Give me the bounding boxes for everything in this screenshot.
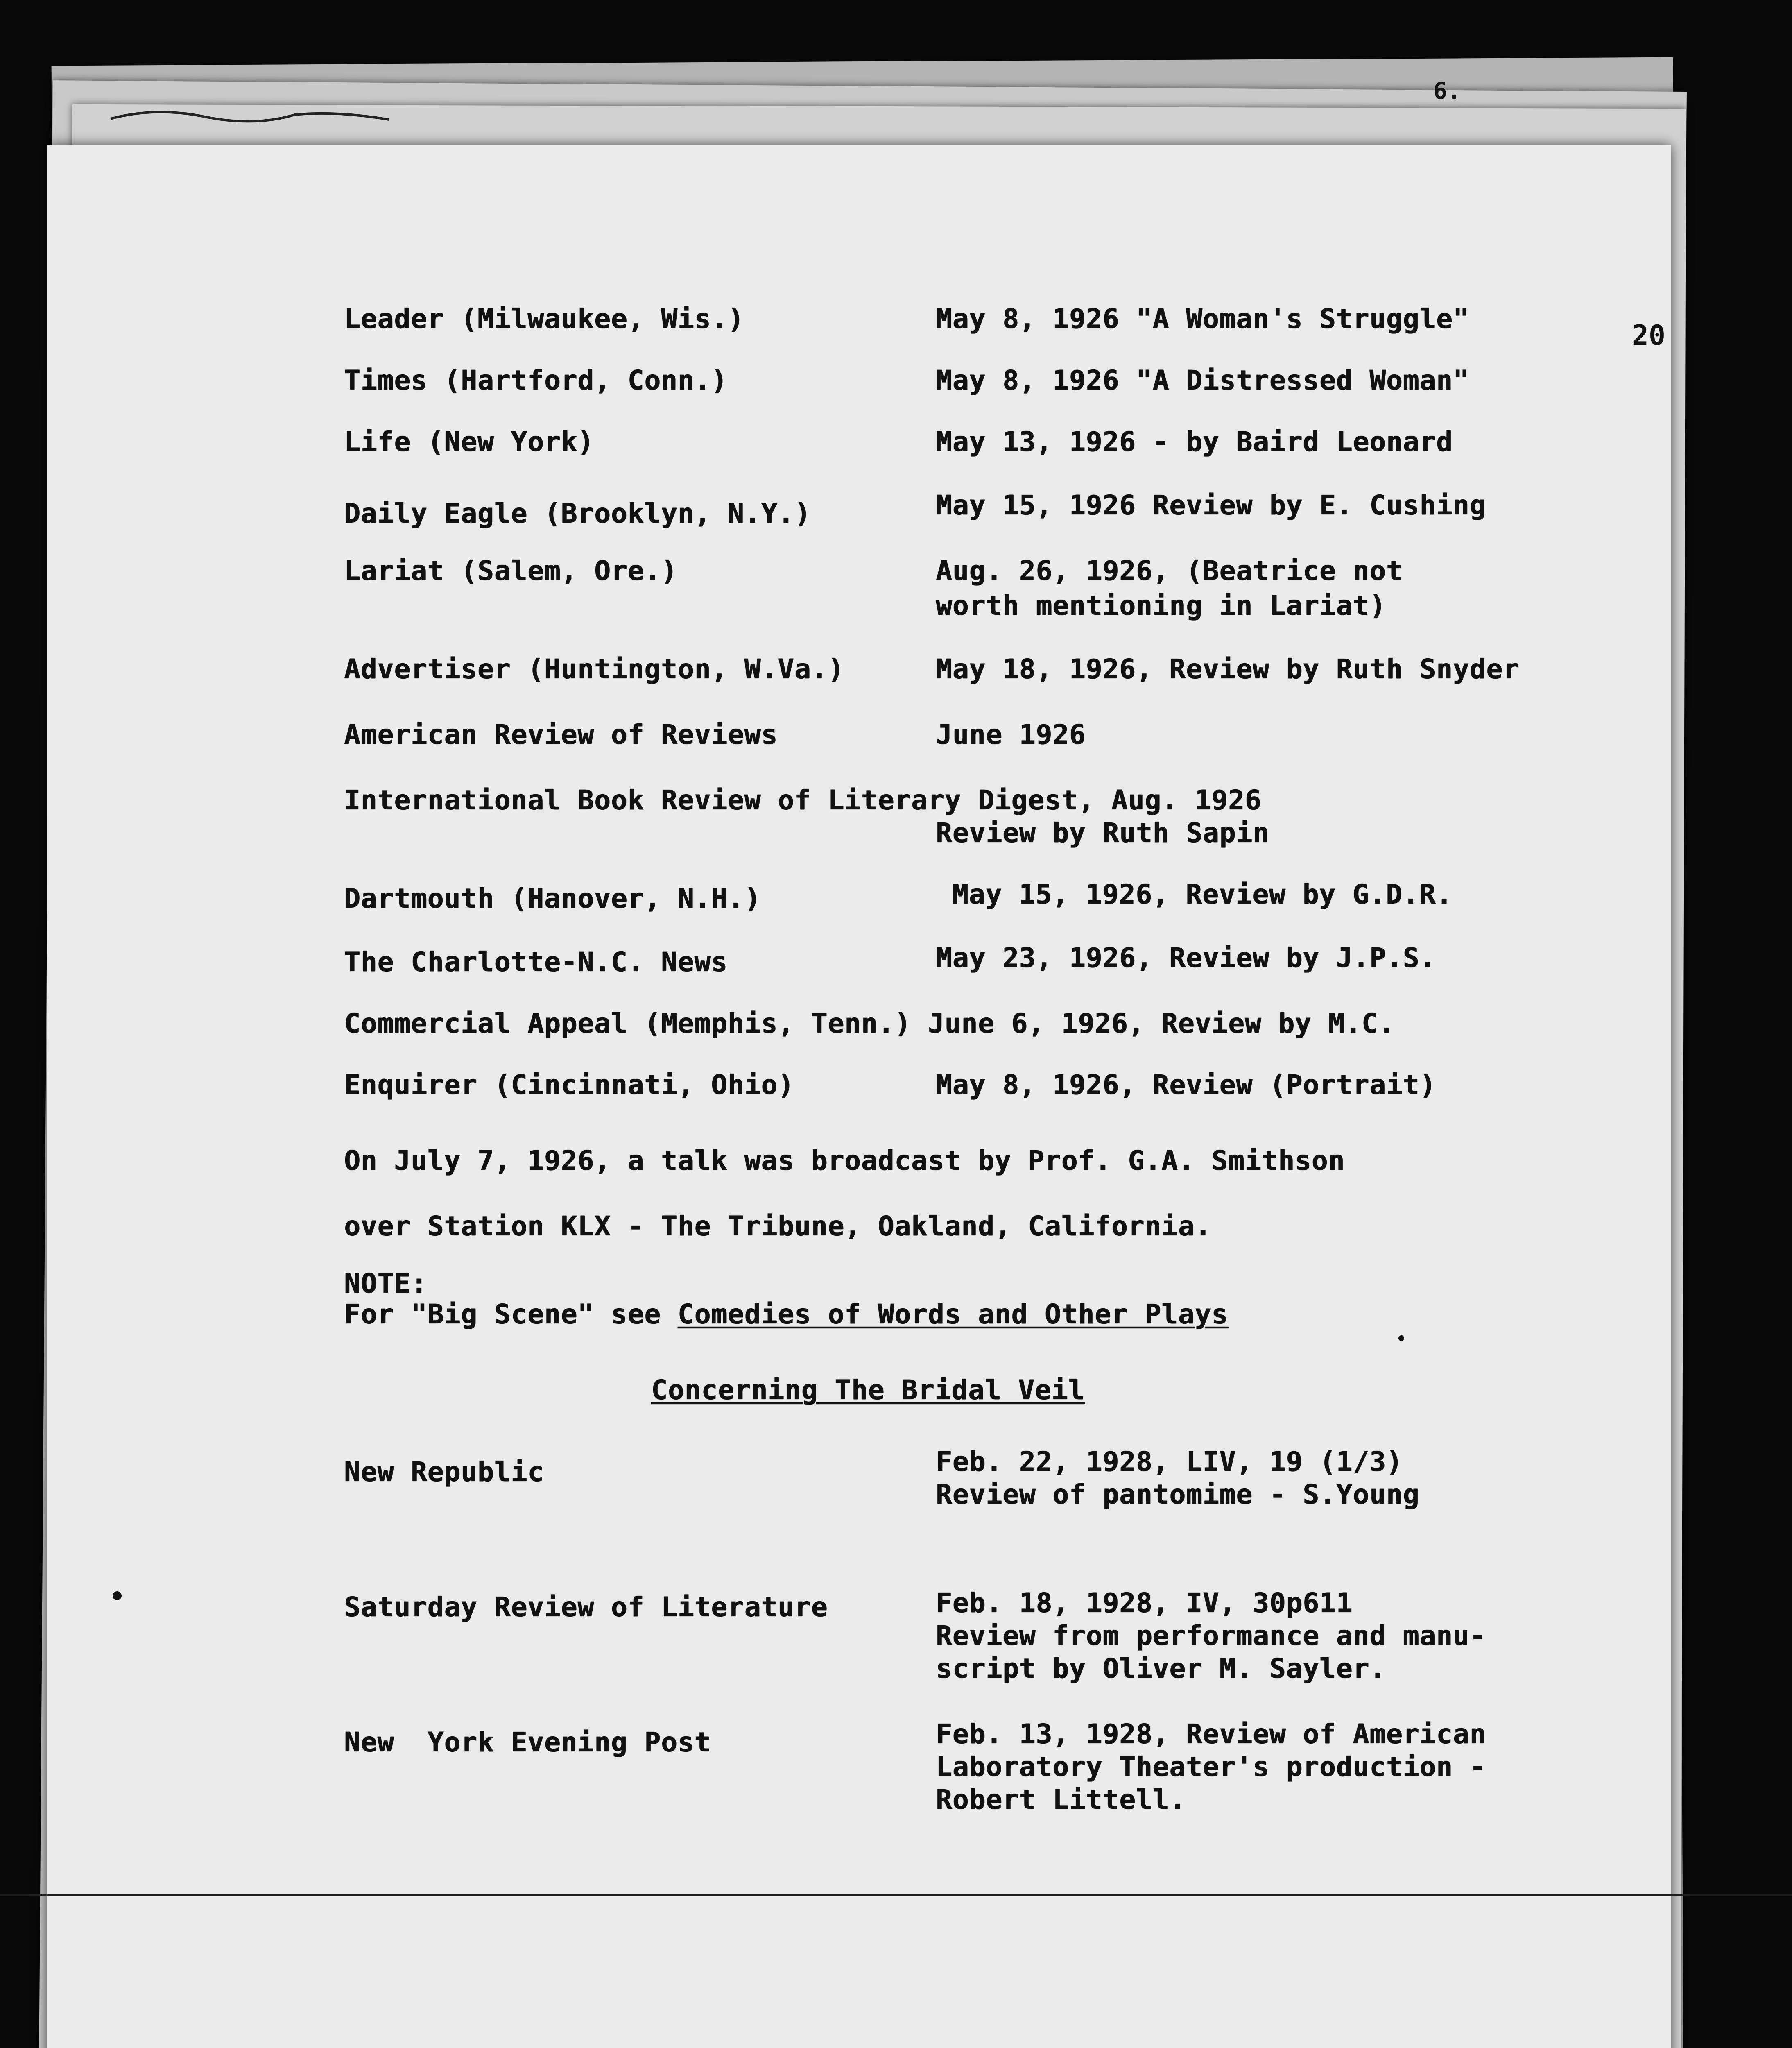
entry-detail: Review from performance and manu-	[936, 1620, 1487, 1652]
entry-source: The Charlotte-N.C. News	[344, 946, 728, 978]
entry-source: Life (New York)	[344, 426, 595, 458]
entry-source: Enquirer (Cincinnati, Ohio)	[344, 1069, 794, 1101]
entry-detail: May 18, 1926, Review by Ruth Snyder	[936, 653, 1520, 685]
handwritten-mark	[106, 102, 393, 127]
note-label: NOTE:	[344, 1268, 428, 1299]
entry-source: Leader (Milwaukee, Wis.)	[344, 303, 744, 335]
entry-source: New Republic	[344, 1456, 544, 1488]
entry-detail: May 8, 1926 "A Distressed Woman"	[936, 365, 1470, 396]
section-heading: Concerning The Bridal Veil	[651, 1374, 1085, 1406]
broadcast-line: On July 7, 1926, a talk was broadcast by Prof. G.A. Smithson	[344, 1145, 1345, 1176]
entry-detail: Robert Littell.	[936, 1784, 1186, 1815]
commercial-line: Commercial Appeal (Memphis, Tenn.) June 6, 1926, Review by M.C.	[344, 1008, 1395, 1039]
note-title: Comedies of Words and Other Plays	[677, 1298, 1228, 1330]
entry-detail: Feb. 22, 1928, LIV, 19 (1/3)	[936, 1446, 1403, 1477]
scan-line	[0, 1894, 1792, 1896]
entry-detail: May 15, 1926 Review by E. Cushing	[936, 489, 1487, 521]
entry-source: American Review of Reviews	[344, 719, 778, 750]
entry-detail: June 1926	[936, 719, 1086, 750]
typed-page	[47, 145, 1671, 2048]
entry-source: New York Evening Post	[344, 1726, 711, 1758]
note-prefix: For "Big Scene" see	[344, 1298, 678, 1330]
entry-source: Saturday Review of Literature	[344, 1591, 828, 1623]
entry-detail: Feb. 13, 1928, Review of American	[936, 1718, 1487, 1750]
entry-detail: Review of pantomime - S.Young	[936, 1479, 1420, 1510]
note-line	[344, 1298, 1228, 1330]
entry-detail: Feb. 18, 1928, IV, 30p611	[936, 1587, 1353, 1619]
entry-detail: May 23, 1926, Review by J.P.S.	[936, 942, 1437, 974]
entry-detail: script by Oliver M. Sayler.	[936, 1653, 1386, 1684]
entry-detail: Aug. 26, 1926, (Beatrice not	[936, 555, 1403, 587]
entry-detail: Laboratory Theater's production -	[936, 1751, 1487, 1783]
broadcast-line: over Station KLX - The Tribune, Oakland, California.	[344, 1210, 1212, 1242]
entry-detail: worth mentioning in Lariat)	[936, 590, 1386, 621]
entry-source: Dartmouth (Hanover, N.H.)	[344, 883, 761, 914]
ink-speck	[1398, 1335, 1404, 1341]
entry-detail: May 13, 1926 - by Baird Leonard	[936, 426, 1453, 458]
ink-speck	[113, 1591, 122, 1600]
entry-detail: May 8, 1926 "A Woman's Struggle"	[936, 303, 1470, 335]
entry-source: Times (Hartford, Conn.)	[344, 365, 728, 396]
entry-detail: May 15, 1926, Review by G.D.R.	[952, 879, 1453, 910]
page-number: 20	[1632, 319, 1665, 352]
entry-source: Daily Eagle (Brooklyn, N.Y.)	[344, 498, 811, 529]
intl-line: International Book Review of Literary Digest, Aug. 1926	[344, 784, 1262, 816]
back-page-number: 6.	[1433, 78, 1461, 104]
entry-detail: May 8, 1926, Review (Portrait)	[936, 1069, 1437, 1101]
intl-line: Review by Ruth Sapin	[936, 817, 1269, 849]
entry-source: Advertiser (Huntington, W.Va.)	[344, 653, 845, 685]
entry-source: Lariat (Salem, Ore.)	[344, 555, 678, 587]
